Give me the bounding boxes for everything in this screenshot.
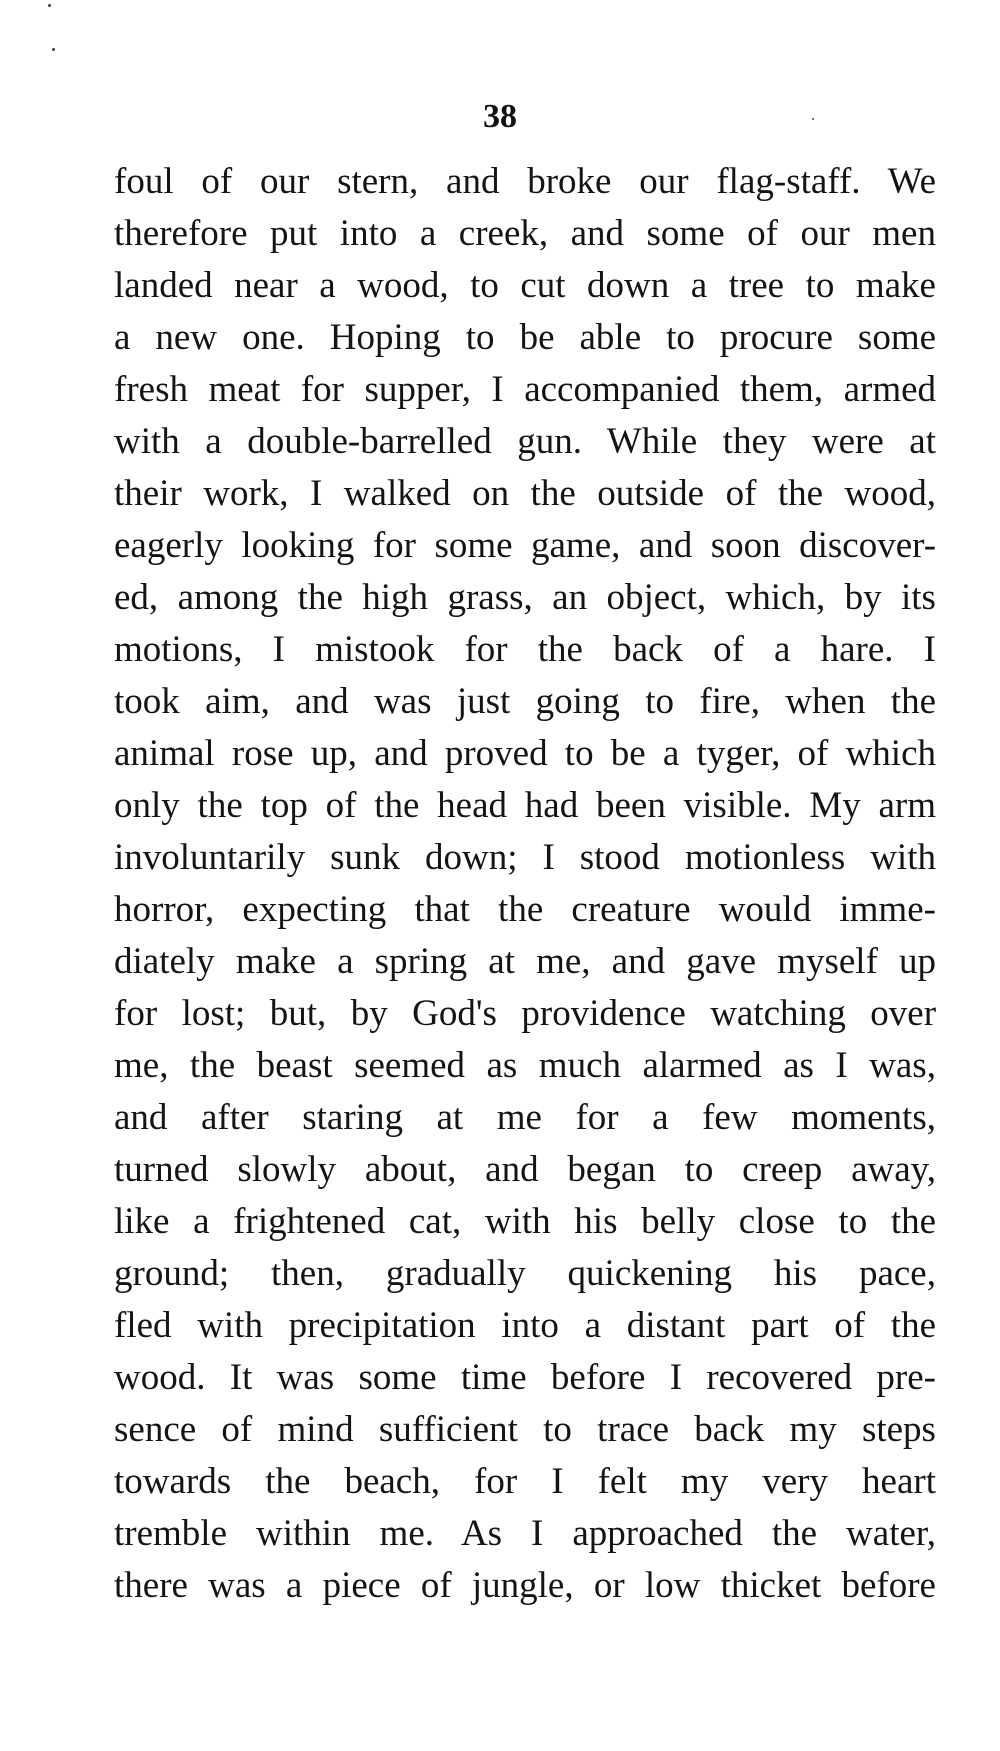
text-line: motions, I mistook for the back of a hare. I [114, 629, 936, 670]
text-line: involuntarily sunk down; I stood motionless with [114, 837, 936, 878]
text-line: sence of mind sufficient to trace back my steps [114, 1409, 936, 1450]
body-text [114, 156, 936, 1612]
text-line: tremble within me. As I approached the water, [114, 1513, 936, 1554]
text-line: there was a piece of jungle, or low thicket before [114, 1565, 936, 1606]
page-number: 38 [483, 98, 517, 135]
text-line: foul of our stern, and broke our flag-staff. We [114, 161, 937, 202]
text-line: me, the beast seemed as much alarmed as I was, [114, 1045, 936, 1086]
text-line: therefore put into a creek, and some of our men [114, 213, 936, 254]
text-line: turned slowly about, and began to creep away, [114, 1149, 937, 1190]
ink-speck [48, 4, 51, 7]
text-line: and after staring at me for a few moments, [114, 1097, 936, 1138]
text-line: ed, among the high grass, an object, which, by its [114, 577, 936, 618]
text-line: ground; then, gradually quickening his pace, [114, 1253, 936, 1294]
text-line: with a double-barrelled gun. While they were at [114, 421, 936, 462]
text-line: like a frightened cat, with his belly close to the [114, 1201, 937, 1242]
text-line: towards the beach, for I felt my very heart [114, 1461, 936, 1502]
text-line: landed near a wood, to cut down a tree to make [114, 265, 936, 306]
text-line: fled with precipitation into a distant part of the [114, 1305, 936, 1346]
text-line: a new one. Hoping to be able to procure some [114, 317, 937, 358]
text-line: animal rose up, and proved to be a tyger, of which [114, 733, 937, 774]
text-line: fresh meat for supper, I accompanied them, armed [114, 369, 937, 410]
text-line: diately make a spring at me, and gave myself up [114, 941, 937, 982]
text-line: horror, expecting that the creature would imme- [114, 889, 936, 930]
text-line: their work, I walked on the outside of the wood, [114, 473, 936, 514]
text-line: wood. It was some time before I recovered pre- [114, 1357, 937, 1398]
text-line: for lost; but, by God's providence watching over [114, 993, 937, 1034]
text-line: only the top of the head had been visible. My arm [114, 785, 937, 826]
text-line: took aim, and was just going to fire, when the [114, 681, 936, 722]
text-line: eagerly looking for some game, and soon discover- [114, 525, 937, 566]
ink-speck [52, 48, 55, 51]
